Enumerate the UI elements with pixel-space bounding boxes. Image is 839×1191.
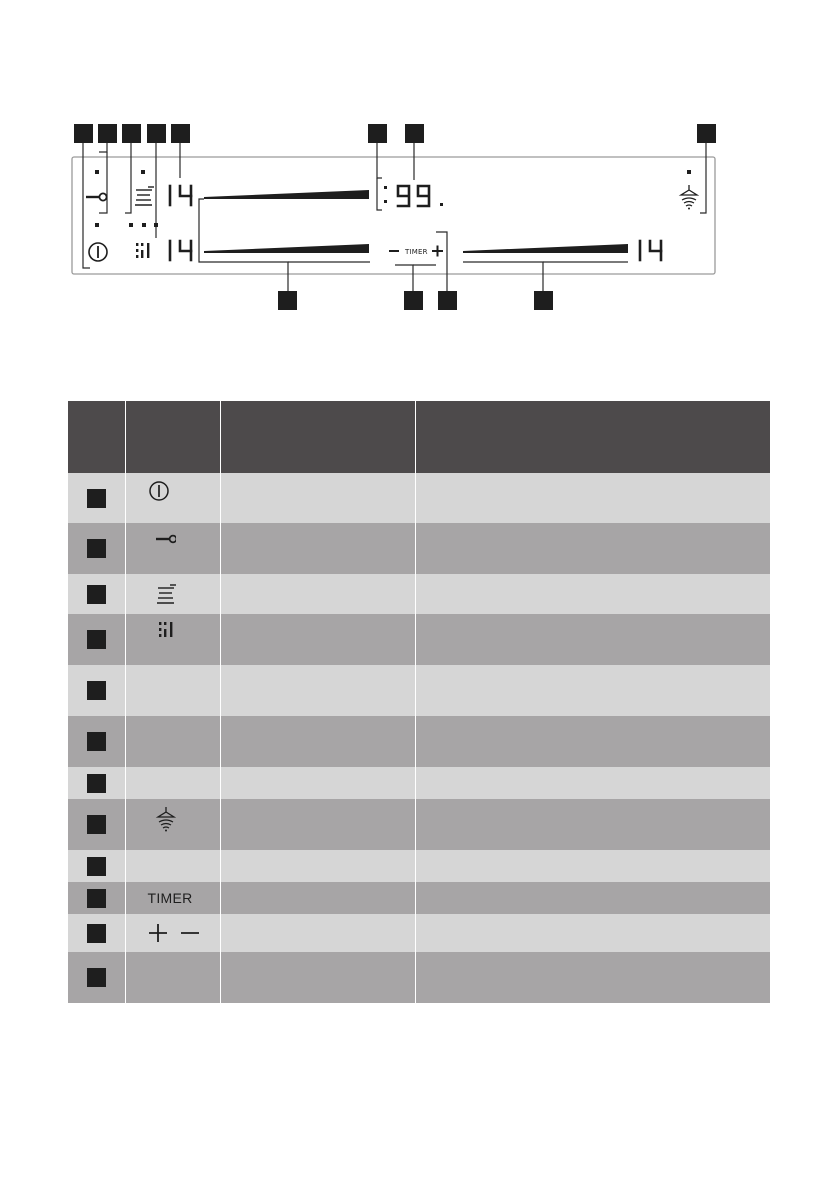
- key-lock-icon: [146, 533, 176, 545]
- hob-hood-icon: [146, 805, 176, 833]
- row-function: [220, 614, 415, 665]
- callout-8: [697, 124, 716, 143]
- table-row: [68, 614, 770, 665]
- table-row: [68, 882, 770, 914]
- slider-zone-right[interactable]: [463, 244, 628, 253]
- row-number-marker: [87, 630, 106, 649]
- table-header-row: [68, 401, 770, 473]
- row-description: [415, 574, 770, 614]
- callout-5: [171, 124, 190, 143]
- row-description: [415, 614, 770, 665]
- legend-table: [68, 401, 770, 1003]
- row-description: [415, 473, 770, 523]
- table-row: [68, 799, 770, 850]
- table-row: [68, 665, 770, 716]
- row-number-marker: [87, 681, 106, 700]
- callout-10: [404, 291, 423, 310]
- row-function: [220, 473, 415, 523]
- row-function: [220, 850, 415, 882]
- row-function: [220, 882, 415, 914]
- bridge-icon: [146, 620, 176, 640]
- row-number-marker: [87, 732, 106, 751]
- row-number-marker: [87, 489, 106, 508]
- hob-hood-icon: [681, 185, 697, 210]
- table-row: [68, 473, 770, 523]
- header-description: [415, 401, 770, 473]
- row-function: [220, 799, 415, 850]
- row-number-marker: [87, 539, 106, 558]
- callout-12: [534, 291, 553, 310]
- row-function: [220, 952, 415, 1003]
- callout-3: [122, 124, 141, 143]
- row-function: [220, 665, 415, 716]
- leader-lines: [83, 143, 706, 291]
- header-number: [68, 401, 125, 473]
- display-bottom-14: [170, 241, 191, 260]
- panel-frame: [72, 157, 715, 274]
- callout-1: [74, 124, 93, 143]
- row-function: [220, 523, 415, 574]
- display-top-14: [170, 186, 191, 205]
- row-description: [415, 914, 770, 952]
- header-function: [220, 401, 415, 473]
- row-number-marker: [87, 968, 106, 987]
- row-description: [415, 523, 770, 574]
- row-function: [220, 914, 415, 952]
- timer-label: TIMER: [405, 248, 428, 256]
- callout-2: [98, 124, 117, 143]
- indicator-dots: [95, 170, 691, 227]
- stop-go-icon: [135, 187, 154, 205]
- row-number-marker: [87, 889, 106, 908]
- timer-symbol-text: TIMER: [147, 890, 193, 906]
- plus-minus-icon: [146, 922, 206, 944]
- table-row: [68, 523, 770, 574]
- row-number-marker: [87, 815, 106, 834]
- row-description: [415, 716, 770, 767]
- callout-4: [147, 124, 166, 143]
- table-row: [68, 914, 770, 952]
- row-function: [220, 716, 415, 767]
- bridge-icon: [136, 243, 149, 258]
- row-description: [415, 882, 770, 914]
- row-function: [220, 767, 415, 799]
- display-timer: [384, 186, 443, 206]
- table-row: [68, 574, 770, 614]
- power-icon: [89, 243, 107, 261]
- row-number-marker: [87, 585, 106, 604]
- row-description: [415, 952, 770, 1003]
- display-right-14: [640, 241, 661, 260]
- callout-7: [405, 124, 424, 143]
- callout-9: [278, 291, 297, 310]
- slider-zone-top[interactable]: [204, 190, 369, 199]
- power-icon: [146, 479, 170, 503]
- row-description: [415, 767, 770, 799]
- row-number-marker: [87, 774, 106, 793]
- row-number-marker: [87, 857, 106, 876]
- slider-zone-bottom[interactable]: [204, 244, 369, 253]
- table-row: [68, 850, 770, 882]
- stop-go-icon: [146, 583, 176, 605]
- callout-11: [438, 291, 457, 310]
- callout-6: [368, 124, 387, 143]
- table-row: [68, 716, 770, 767]
- row-number-marker: [87, 924, 106, 943]
- table-row: [68, 767, 770, 799]
- timer-plus-button[interactable]: [432, 246, 443, 257]
- header-symbol: [125, 401, 220, 473]
- row-description: [415, 665, 770, 716]
- control-panel-diagram: [0, 0, 839, 330]
- row-description: [415, 850, 770, 882]
- row-function: [220, 574, 415, 614]
- table-row: [68, 952, 770, 1003]
- key-lock-icon: [86, 193, 107, 200]
- row-description: [415, 799, 770, 850]
